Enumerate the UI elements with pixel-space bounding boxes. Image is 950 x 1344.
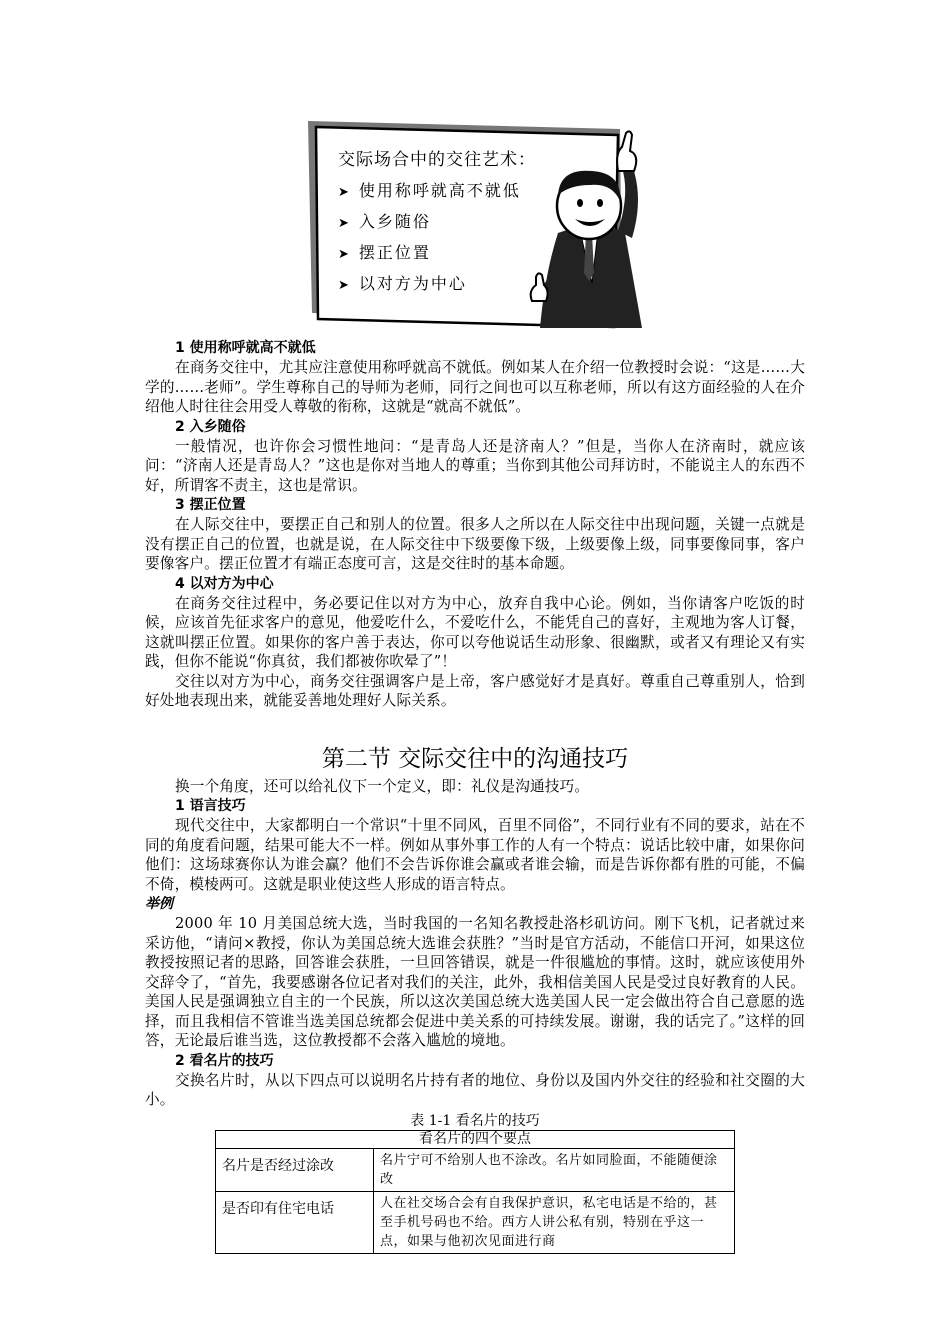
heading-3: 3 摆正位置 [175, 497, 246, 513]
table-header-row [216, 1130, 735, 1148]
arrow-icon: ➤ [338, 247, 351, 262]
paragraph: 交换名片时，从以下四点可以说明名片持有者的地位、身份以及国内外交往的经验和社交圈的大小。 [145, 1071, 805, 1108]
paragraph: 一般情况，也许你会习惯性地问：“是青岛人还是济南人？”但是，当你人在济南时，就应该问：“济南人还是青岛人？”这也是你对当地人的尊重；当你到其他公司拜访时，不能说主人的东西不好，所谓客不责主，这也是常识。 [145, 437, 805, 494]
heading-language: 1 语言技巧 [175, 798, 246, 814]
main-content [145, 338, 805, 1254]
table-cell-value: 名片宁可不给别人也不涂改。名片如同脸面，不能随便涂改 [374, 1148, 735, 1191]
paragraph: 交往以对方为中心，商务交往强调客户是上帝，客户感觉好才是真好。尊重自己尊重别人，恰到好处地表现出来，就能妥善地处理好人际关系。 [145, 672, 805, 709]
illustration-item: ➤ 使用称呼就高不就低 [338, 181, 521, 200]
arrow-icon: ➤ [338, 185, 351, 200]
table-row [216, 1148, 735, 1191]
heading-card: 2 看名片的技巧 [175, 1052, 274, 1069]
arrow-icon: ➤ [338, 278, 351, 293]
table-caption: 表 1-1 看名片的技巧 [410, 1112, 540, 1129]
table-cell-key: 是否印有住宅电话 [216, 1191, 374, 1253]
heading-1: 1 使用称呼就高不就低 [175, 340, 316, 356]
cartoon-illustration [300, 113, 650, 335]
table-header: 看名片的四个要点 [216, 1130, 735, 1148]
heading-2: 2 入乡随俗 [175, 418, 246, 435]
paragraph: 现代交往中，大家都明白一个常识“十里不同风，百里不同俗”，不同行业有不同的要求，站在不同的角度看问题，结果可能大不一样。例如从事外事工作的人有一个特点：说话比较中庸，如果你问他们：这场球赛你认为谁会赢？他们不会告诉你谁会赢或者谁会输，而是告诉你都有胜的可能，不偏不倚，模棱两可。这就是职业使这些人形成的语言特点。 [145, 817, 805, 893]
paragraph: 在人际交往中，要摆正自己和别人的位置。很多人之所以在人际交往中出现问题，关键一点就是没有摆正自己的位置，也就是说，在人际交往中下级要像下级，上级要像上级，同事要像同事，客户要像客户。摆正位置才有端正态度可言，这是交往时的基本命题。 [145, 516, 805, 572]
section-title: 第二节 交际交往中的沟通技巧 [321, 745, 629, 772]
paragraph: 2000 年 10 月美国总统大选，当时我国的一名知名教授赴洛杉矶访问。刚下飞机，记者就过来采访他，“请问×教授，你认为美国总统大选谁会获胜？”当时是官方活动，不能信口开河，如果这位教授按照记者的思路，回答谁会获胜，一旦回答错误，就是一件很尴尬的事情。这时，就应该使用外交辞令了，“首先，我要感谢各位记者对我们的关注，此外，我相信美国人民是受过良好教育的人民。美国人民是强调独立自主的一个民族，所以这次美国总统大选美国人民一定会做出符合自己意愿的选择，而且我相信不管谁当选美国总统都会促进中美关系的可持续发展。谢谢，我的话完了。”这样的回答，无论最后谁当选，这位教授都不会落入尴尬的境地。 [145, 915, 805, 1049]
illustration-text [338, 145, 536, 302]
table-cell-value: 人在社交场合会有自我保护意识，私宅电话是不给的，甚至手机号码也不给。西方人讲公私有别，特别在乎这一点，如果与他初次见面进行商 [374, 1191, 735, 1253]
paragraph: 换一个角度，还可以给礼仪下一个定义，即：礼仪是沟通技巧。 [175, 777, 590, 795]
example-label: 举例 [145, 896, 173, 912]
arrow-icon: ➤ [338, 216, 351, 231]
illustration-title: 交际场合中的交往艺术： [338, 150, 536, 170]
business-card-table [215, 1130, 735, 1254]
illustration-item: ➤ 摆正位置 [338, 243, 431, 262]
illustration-item: ➤ 入乡随俗 [338, 212, 431, 231]
table-row [216, 1191, 735, 1253]
illustration-item: ➤ 以对方为中心 [338, 274, 467, 293]
paragraph: 在商务交往过程中，务必要记住以对方为中心，放弃自我中心论。例如，当你请客户吃饭的时候，应该首先征求客户的意见，他爱吃什么，不爱吃什么，不能凭自己的喜好，主观地为客人订餐，这就叫摆正位置。如果你的客户善于表达，你可以夸他说话生动形象、很幽默，或者又有理论又有实践，但你不能说“你真贫，我们都被你吹晕了”！ [145, 594, 805, 670]
heading-4: 4 以对方为中心 [175, 575, 274, 592]
paragraph: 在商务交往中，尤其应注意使用称呼就高不就低。例如某人在介绍一位教授时会说：“这是……大学的……老师”。学生尊称自己的导师为老师，同行之间也可以互称老师，所以有这方面经验的人在介绍他人时往往会用受人尊敬的衔称，这就是“就高不就低”。 [145, 359, 805, 415]
table-cell-key: 名片是否经过涂改 [216, 1148, 374, 1191]
